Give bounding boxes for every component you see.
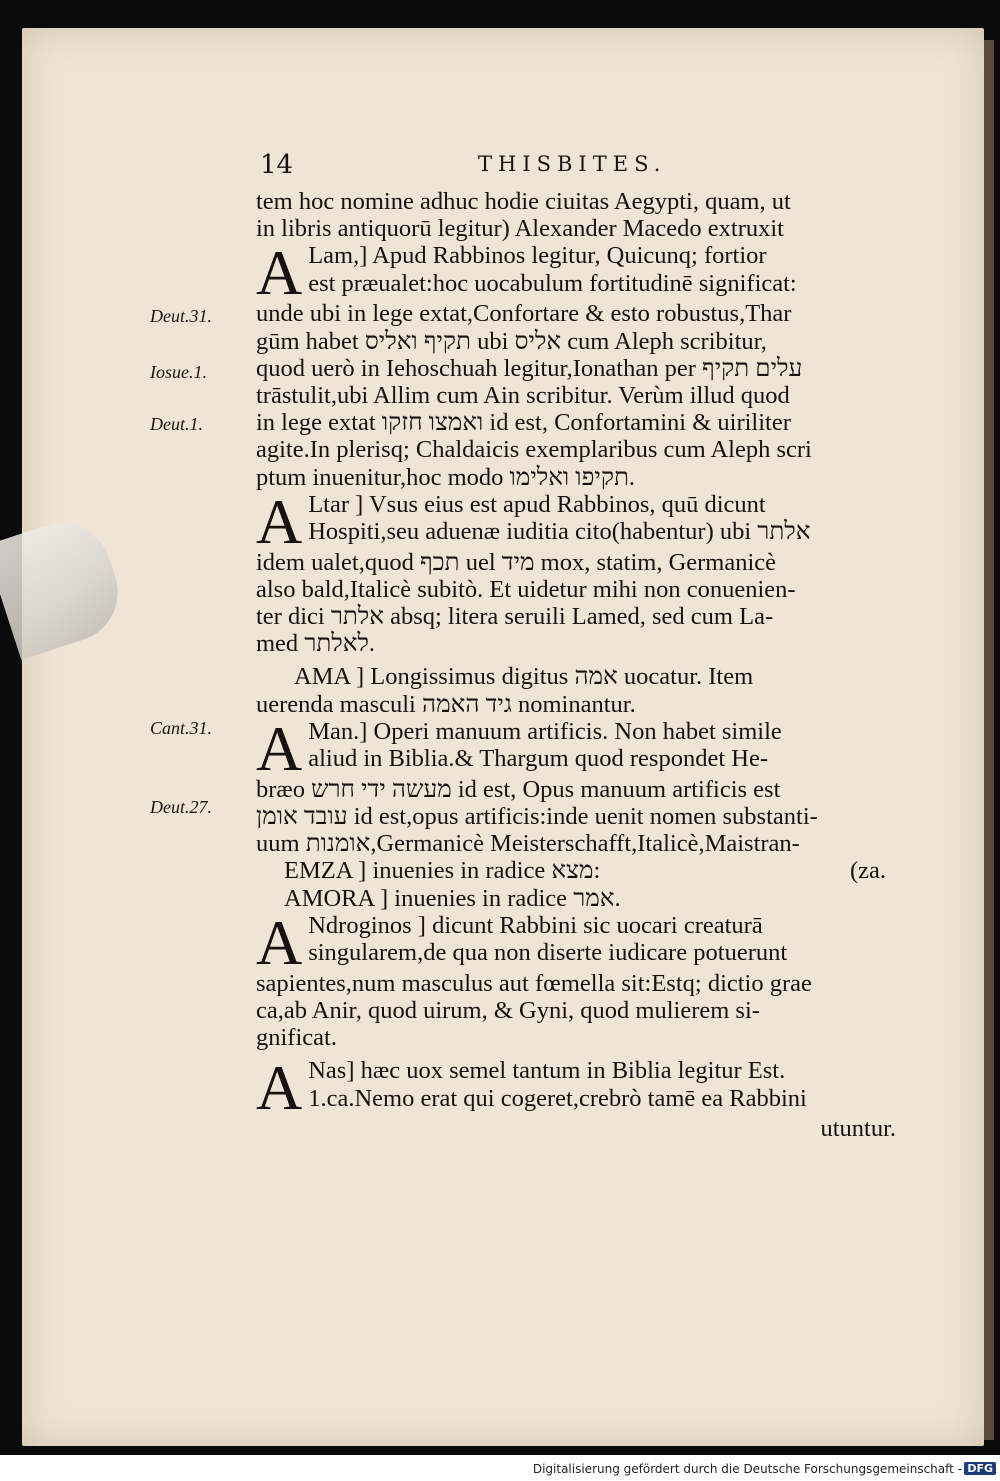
text-line: tem hoc nomine adhuc hodie ciuitas Aegypti, quam, ut <box>256 188 791 215</box>
text-line: gūm habet תקיף ואליס ubi אליס cum Aleph scribitur, <box>256 327 767 355</box>
drop-initial: A <box>256 490 303 549</box>
margin-note: Deut.27. <box>150 797 212 817</box>
text-line: est præualet:hoc uocabulum fortitudinē significat: <box>308 269 797 297</box>
entry-emza-text: EMZA ] inuenies in radice מצא: <box>284 857 601 885</box>
margin-note: Deut.1. <box>150 414 203 434</box>
drop-initial: A <box>256 1057 303 1116</box>
line-continuation: (za. <box>849 857 886 885</box>
margin-note: Deut.31. <box>150 306 212 326</box>
running-head: THISBITES. <box>478 152 667 176</box>
text-line: sapientes,num masculus aut fœmella sit:Estq; dictio grae <box>256 969 812 997</box>
drop-initial: A <box>256 717 303 776</box>
text-line: trāstulit,ubi Allim cum Ain scribitur. Verùm illud quod <box>256 381 790 409</box>
text-line: Lam,] Apud Rabbinos legitur, Quicunq; fortior <box>308 242 767 270</box>
entry-emza <box>256 857 896 884</box>
page-edge <box>984 40 994 1440</box>
entry-anas <box>256 1057 896 1115</box>
entry-aman <box>256 718 896 776</box>
entry-alam <box>256 242 896 300</box>
folio-number: 14 <box>260 150 294 180</box>
text-line: עובד אומן id est,opus artificis:inde uenit nomen substanti- <box>256 803 818 830</box>
margin-note: Cant.31. <box>150 718 213 738</box>
text-line: Nas] hæc uox semel tantum in Biblia legitur Est. <box>308 1057 786 1085</box>
text-line: med לאלתר. <box>256 630 376 658</box>
drop-initial: A <box>256 911 303 970</box>
catchword: utuntur. <box>820 1115 896 1143</box>
entry-amora: AMORA ] inuenies in radice אמר. <box>284 884 621 912</box>
footer-bar <box>0 1458 1000 1481</box>
entry-altar <box>256 491 896 549</box>
text-line: in lege extat ואמצו חזקו id est, Confortamini & uiriliter <box>256 409 791 437</box>
text-line: aliud in Biblia.& Thargum quod respondet He- <box>308 745 768 772</box>
text-line: unde ubi in lege extat,Confortare & esto robustus,Thar <box>256 300 792 328</box>
text-line: ptum inuenitur,hoc modo תקיפו ואלימו. <box>256 463 636 491</box>
text-line: idem ualet,quod תכף uel מיד mox, statim, Germanicè <box>256 548 777 576</box>
text-line: uerenda masculi גיד האמה nominantur. <box>256 690 636 718</box>
body-text <box>256 188 896 1143</box>
page-header <box>260 150 890 184</box>
text-line: gnificat. <box>256 1024 337 1052</box>
text-line: in libris antiquorū legitur) Alexander Macedo extruxit <box>256 215 784 243</box>
text-line: singularem,de qua non diserte iudicare potuerunt <box>308 938 788 966</box>
margin-note: Iosue.1. <box>150 362 207 382</box>
text-line: also bald,Italicè subitò. Et uidetur mihi non conuenien- <box>256 575 796 603</box>
text-line: Hospiti,seu aduenæ iuditia cito(habentur) ubi אלתר <box>308 517 811 545</box>
text-line: quod uerò in Iehoschuah legitur,Ionathan per עלים תקיף <box>256 354 803 382</box>
text-line: Ltar ] Vsus eius est apud Rabbinos, quū dicunt <box>308 490 766 518</box>
entry-ama: AMA ] Longissimus digitus אמה uocatur. Item <box>294 663 754 691</box>
funding-credit: Digitalisierung gefördert durch die Deutsche Forschungsgemeinschaft - <box>532 1462 962 1476</box>
drop-initial: A <box>256 242 303 301</box>
text-line: Man.] Operi manuum artificis. Non habet simile <box>308 717 782 745</box>
text-line: ter dici אלתר absq; litera seruili Lamed, sed cum La- <box>256 603 774 631</box>
text-line: 1.ca.Nemo erat qui cogeret,crebrò tamē ea Rabbini <box>308 1084 807 1112</box>
text-line: agite.In plerisq; Chaldaicis exemplaribus cum Aleph scri <box>256 436 812 464</box>
dfg-logo: DFG <box>964 1462 996 1475</box>
text-line: ca,ab Anir, quod uirum, & Gyni, quod mulierem si- <box>256 996 760 1024</box>
text-line: uum אומנות,Germanicè Meisterschafft,Italicè,Maistran- <box>256 830 800 858</box>
entry-androginos <box>256 912 896 970</box>
text-line: Ndroginos ] dicunt Rabbini sic uocari creaturā <box>308 911 763 939</box>
text-line: bræo מעשה ידי חרש id est, Opus manuum artificis est <box>256 775 781 803</box>
